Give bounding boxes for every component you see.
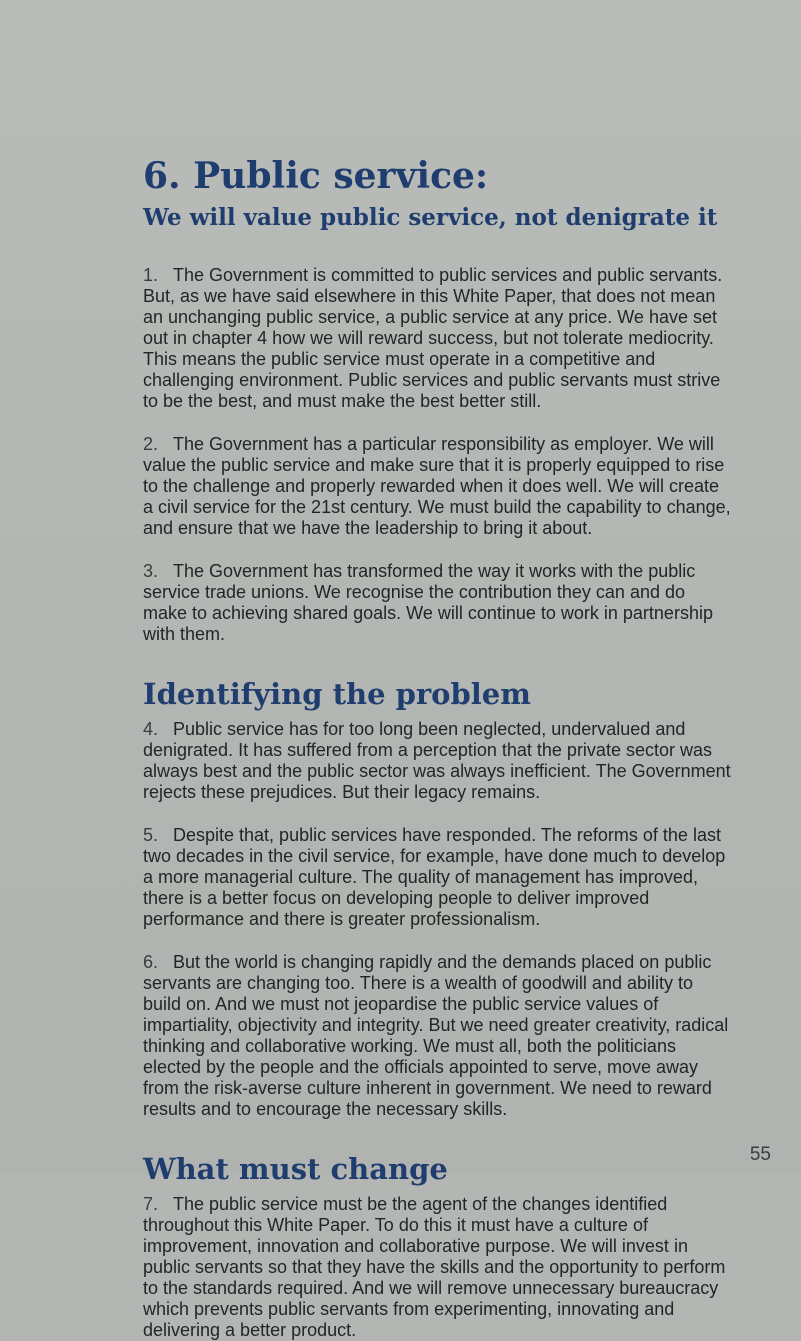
paragraph-number: 1.	[143, 265, 159, 286]
section-heading-identifying-problem: Identifying the problem	[143, 677, 531, 712]
paragraph-text: The Government is committed to public services and public servants. But, as we have said elsewhere in this White Paper, that does not mean an unchanging public service, a public service at any price. We have set out in chapter 4 how we will reward success, but not tolerate mediocrity. This means the public service must operate in a competitive and challenging environment. Public services and public servants must strive to be the best, and must make the best better still.	[143, 265, 723, 412]
paragraph-6	[143, 952, 733, 1120]
paragraph-3	[143, 561, 733, 645]
paragraph-text: The public service must be the agent of the changes identified throughout this White Paper. To do this it must have a culture of improvement, innovation and collaborative purpose. We will invest in public servants so that they have the skills and the opportunity to perform to the standards required. And we will remove unnecessary bureaucracy which prevents public servants from experimenting, innovating and delivering a better product.	[143, 1194, 726, 1341]
paragraph-number: 5.	[143, 825, 159, 846]
section-heading-what-must-change: What must change	[143, 1152, 448, 1187]
paragraph-text: Despite that, public services have responded. The reforms of the last two decades in the civil service, for example, have done much to develop a more managerial culture. The quality of management has improved, there is a better focus on developing people to deliver improved performance and there is greater professionalism.	[143, 825, 726, 930]
chapter-subtitle: We will value public service, not denigrate it	[143, 203, 718, 231]
paragraph-7	[143, 1194, 733, 1341]
paragraph-1	[143, 265, 733, 412]
paragraph-text: Public service has for too long been neglected, undervalued and denigrated. It has suffered from a perception that the private sector was always best and the public sector was always inefficient. The Government rejects these prejudices. But their legacy remains.	[143, 719, 731, 803]
page-content	[143, 155, 733, 1341]
paragraph-4	[143, 719, 733, 803]
paragraph-text: The Government has transformed the way it works with the public service trade unions. We recognise the contribution they can and do make to achieving shared goals. We will continue to work in partnership with them.	[143, 561, 713, 645]
paragraph-2	[143, 434, 733, 539]
paragraph-text: But the world is changing rapidly and the demands placed on public servants are changing too. There is a wealth of goodwill and ability to build on. And we must not jeopardise the public service values of impartiality, objectivity and integrity. But we need greater creativity, radical thinking and collaborative working. We must all, both the politicians elected by the people and the officials appointed to serve, move away from the risk-averse culture inherent in government. We need to reward results and to encourage the necessary skills.	[143, 952, 729, 1120]
chapter-title: 6. Public service:	[143, 155, 489, 197]
paragraph-number: 3.	[143, 561, 159, 582]
paragraph-5	[143, 825, 733, 930]
page-number: 55	[749, 1144, 771, 1165]
paragraph-number: 7.	[143, 1194, 159, 1215]
paragraph-number: 6.	[143, 952, 159, 973]
paragraph-number: 2.	[143, 434, 159, 455]
paragraph-number: 4.	[143, 719, 159, 740]
paragraph-text: The Government has a particular responsibility as employer. We will value the public service and make sure that it is properly equipped to rise to the challenge and properly rewarded when it does well. We will create a civil service for the 21st century. We must build the capability to change, and ensure that we have the leadership to bring it about.	[143, 434, 731, 539]
